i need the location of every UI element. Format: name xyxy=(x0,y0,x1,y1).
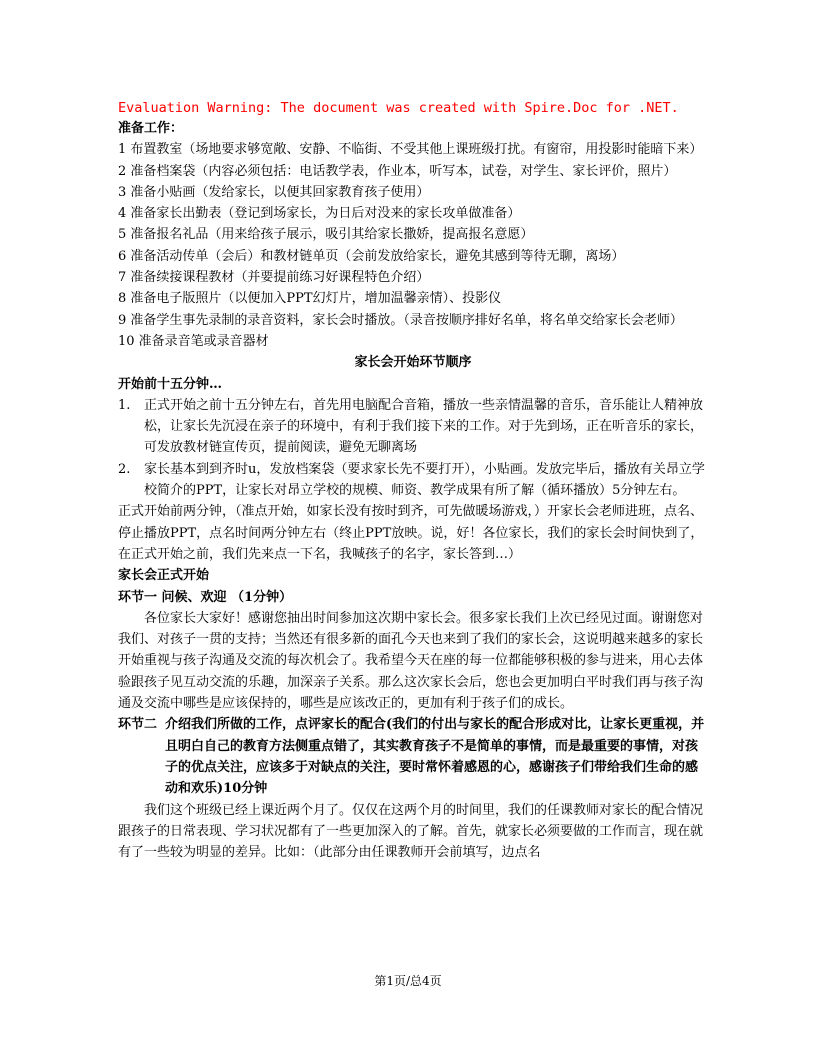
prep-item: 7 准备续接课程教材（并要提前练习好课程特色介绍） xyxy=(118,270,430,286)
prep-item: 6 准备活动传单（会后）和教材链单页（会前发放给家长，避免其感到等待无聊，离场） xyxy=(118,248,625,264)
prep-item: 4 准备家长出勤表（登记到场家长，为日后对没来的家长攻单做准备） xyxy=(118,206,521,222)
prep-item: 1 布置教室（场地要求够宽敞、安静、不临街、不受其他上课班级打扰。有窗帘，用投影时能暗下来） xyxy=(118,142,703,158)
session2-text: 我们这个班级已经上课近两个月了。仅仅在这两个月的时间里，我们的任课教师对家长的配合情况跟孩子的日常表现、学习状况都有了一些更加深入的了解。首先，就家长必须要做的工作而言，现在就有了一些较为明显的差异。比如：（此部分由任课教师开会前填写，边点名 xyxy=(118,802,704,861)
session1-text: 各位家长大家好！感谢您抽出时间参加这次期中家长会。很多家长我们上次已经见过面。谢谢您对我们、对孩子一贯的支持；当然还有很多新的面孔今天也来到了我们的家长会，这说明越来越多的家长开始重视与孩子沟通及交流的每次机会了。我希望今天在座的每一位都能够积极的参与进来，用心去体验跟孩子见互动交流的乐趣，加深亲子关系。那么这次家长会后，您也会更加明白平时我们再与孩子沟通及交流中哪些是应该保持的，哪些是应该改正的，更加有利于孩子们的成长。 xyxy=(118,610,704,712)
prep-item: 10 准备录音笔或录音器材 xyxy=(118,333,269,349)
prep-heading: 准备工作： xyxy=(118,121,184,136)
item-text: 正式开始之前十五分钟左右，首先用电脑配合音箱，播放一些亲情温馨的音乐，音乐能让人精神放松，让家长先沉浸在亲子的环境中，有利于我们接下来的工作。对于先到场，正在听音乐的家长，可发放教材链宣传页，提前阅读，避免无聊离场 xyxy=(144,397,704,456)
session2-label: 环节二 xyxy=(118,717,158,733)
before-item xyxy=(118,395,708,459)
prep-item: 9 准备学生事先录制的录音资料，家长会时播放。（录音按顺序排好名单，将名单交给家长会老师） xyxy=(118,312,683,328)
item-number: 1. xyxy=(118,397,131,413)
prep-item: 2 准备档案袋（内容必须包括：电话教学表，作业本，听写本，试卷，对学生、家长评价，照片） xyxy=(118,163,677,179)
item-number: 2. xyxy=(118,461,131,477)
section-title: 家长会开始环节顺序 xyxy=(354,355,472,371)
formal-heading: 家长会正式开始 xyxy=(118,568,210,584)
before-paragraph: 正式开始前两分钟，（准点开始，如家长没有按时到齐，可先做暖场游戏，）开家长会老师进班，点名、停止播放PPT，点名时间两分钟左右（终止PPT放映。说，好！各位家长，我们的家长会时间快到了，在正式开始之前，我们先来点一下名，我喊孩子的名字，家长答到…） xyxy=(118,504,704,562)
before-item xyxy=(118,459,708,502)
session2-title: 介绍我们所做的工作，点评家长的配合(我们的付出与家长的配合形成对比，让家长更重视，并且明白自己的教育方法侧重点错了，其实教育孩子不是简单的事情，而是最重要的事情，对孩子的优点关注，应该多于对缺点的关注，要时常怀着感恩的心，感谢孩子们带给我们生命的感动和欢乐)10分钟 xyxy=(165,717,705,797)
prep-item: 5 准备报名礼品（用来给孩子展示，吸引其给家长撒娇，提高报名意愿） xyxy=(118,227,534,243)
prep-item: 8 准备电子版照片（以便加入PPT幻灯片，增加温馨亲情）、投影仪 xyxy=(118,291,502,307)
session2-title-block xyxy=(118,714,708,799)
prep-item: 3 准备小贴画（发给家长，以便其回家教育孩子使用） xyxy=(118,184,430,200)
page-footer: 第1页/总4页 xyxy=(374,974,442,988)
before-heading: 开始前十五分钟… xyxy=(118,376,223,392)
session1-title: 环节一 问候、欢迎 （1分钟） xyxy=(118,589,293,605)
item-text: 家长基本到到齐时u，发放档案袋（要求家长先不要打开），小贴画。发放完毕后，播放有关昂立学校简介的PPT，让家长对昂立学校的规模、师资、教学成果有所了解（循环播放）5分钟左右。 xyxy=(144,461,705,499)
evaluation-warning: Evaluation Warning: The document was created with Spire.Doc for .NET. xyxy=(118,100,679,116)
document-body xyxy=(118,98,708,863)
